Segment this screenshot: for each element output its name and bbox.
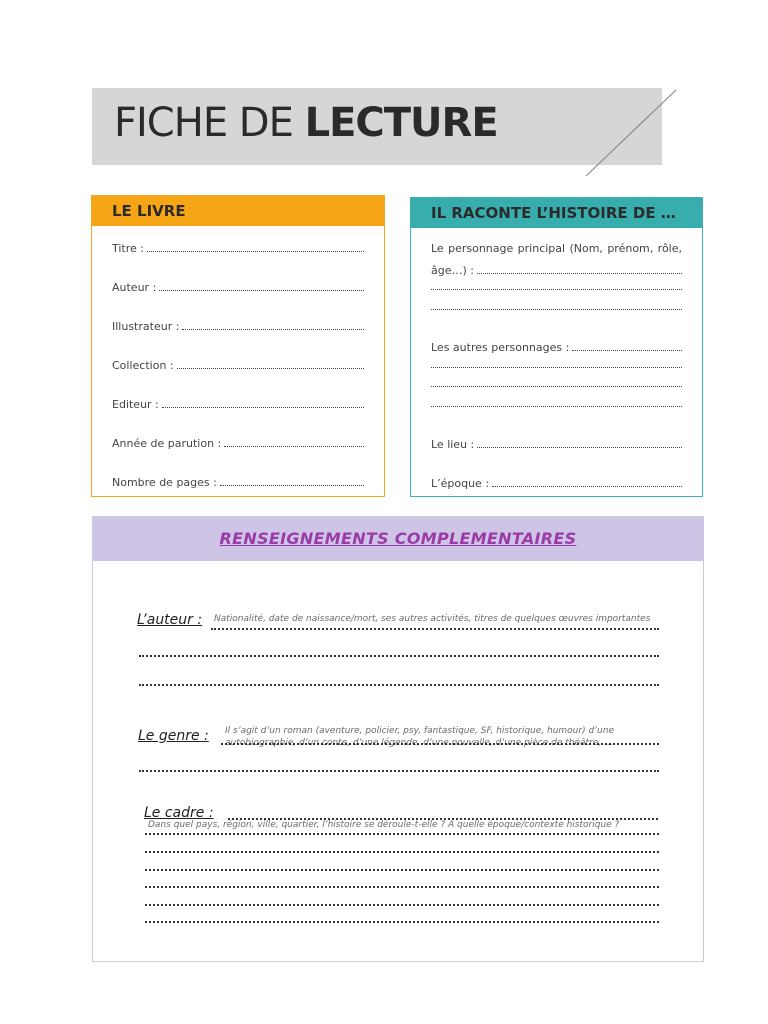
renseignements-heading: RENSEIGNEMENTS COMPLEMENTAIRES (93, 517, 703, 561)
personnage-line-2[interactable]: âge…) : (431, 263, 682, 277)
page-title (114, 100, 498, 146)
field-epoque[interactable]: L’époque : (431, 476, 682, 490)
cadre-hint: Dans quel pays, région, ville, quartier, l’histoire se déroule-t-elle ? A quelle époque/contexte historique ? (148, 820, 620, 830)
field-nombre-pages[interactable]: Nombre de pages : (112, 475, 364, 489)
renseignements-section (92, 516, 704, 962)
livre-section (91, 195, 385, 497)
histoire-heading: IL RACONTE L’HISTOIRE DE … (411, 198, 702, 228)
field-editeur[interactable]: Editeur : (112, 397, 364, 411)
genre-dotted-line[interactable] (139, 768, 659, 772)
dotted-line[interactable] (431, 405, 682, 407)
dotted-line[interactable] (431, 385, 682, 387)
auteur-label: L’auteur : (137, 612, 203, 628)
histoire-section (410, 197, 703, 497)
genre-hint-2: autobiographie, d’un conte, d’une légende, d’une nouvelle, d’une pièce de théâtre, …. (225, 738, 616, 748)
personnage-principal-field[interactable] (431, 239, 682, 259)
field-autres-personnages[interactable]: Les autres personnages : (431, 340, 682, 354)
field-titre[interactable]: Titre : (112, 241, 364, 255)
livre-heading: LE LIVRE (92, 196, 384, 226)
dotted-line[interactable] (431, 308, 682, 310)
auteur-dotted-line[interactable] (211, 626, 659, 630)
cadre-dotted-line[interactable] (145, 849, 659, 853)
cadre-dotted-line[interactable] (145, 831, 659, 835)
field-collection[interactable]: Collection : (112, 358, 364, 372)
auteur-dotted-line[interactable] (139, 682, 659, 686)
cadre-dotted-line[interactable] (145, 884, 659, 888)
cadre-label: Le cadre : (144, 805, 214, 821)
title-bold: LECTURE (304, 100, 498, 146)
genre-dotted-line[interactable] (221, 741, 659, 745)
field-auteur[interactable]: Auteur : (112, 280, 364, 294)
cadre-dotted-line[interactable] (145, 902, 659, 906)
dotted-line[interactable] (431, 288, 682, 290)
title-light: FICHE DE (114, 100, 305, 146)
genre-hint-1: Il s’agit d’un roman (aventure, policier, psy, fantastique, SF, historique, humour) d’une (225, 726, 614, 736)
auteur-dotted-line[interactable] (139, 653, 659, 657)
cadre-dotted-line[interactable] (145, 919, 659, 923)
genre-label: Le genre : (138, 728, 209, 744)
dotted-line[interactable] (431, 366, 682, 368)
field-annee[interactable]: Année de parution : (112, 436, 364, 450)
field-illustrateur[interactable]: Illustrateur : (112, 319, 364, 333)
cadre-dotted-line[interactable] (145, 867, 659, 871)
auteur-hint: Nationalité, date de naissance/mort, ses autres activités, titres de quelques œuvres importantes (214, 614, 651, 624)
diagonal-line (580, 88, 680, 178)
personnage-line-1: Le personnage principal (Nom, prénom, rôle, (431, 242, 682, 255)
field-lieu[interactable]: Le lieu : (431, 437, 682, 451)
